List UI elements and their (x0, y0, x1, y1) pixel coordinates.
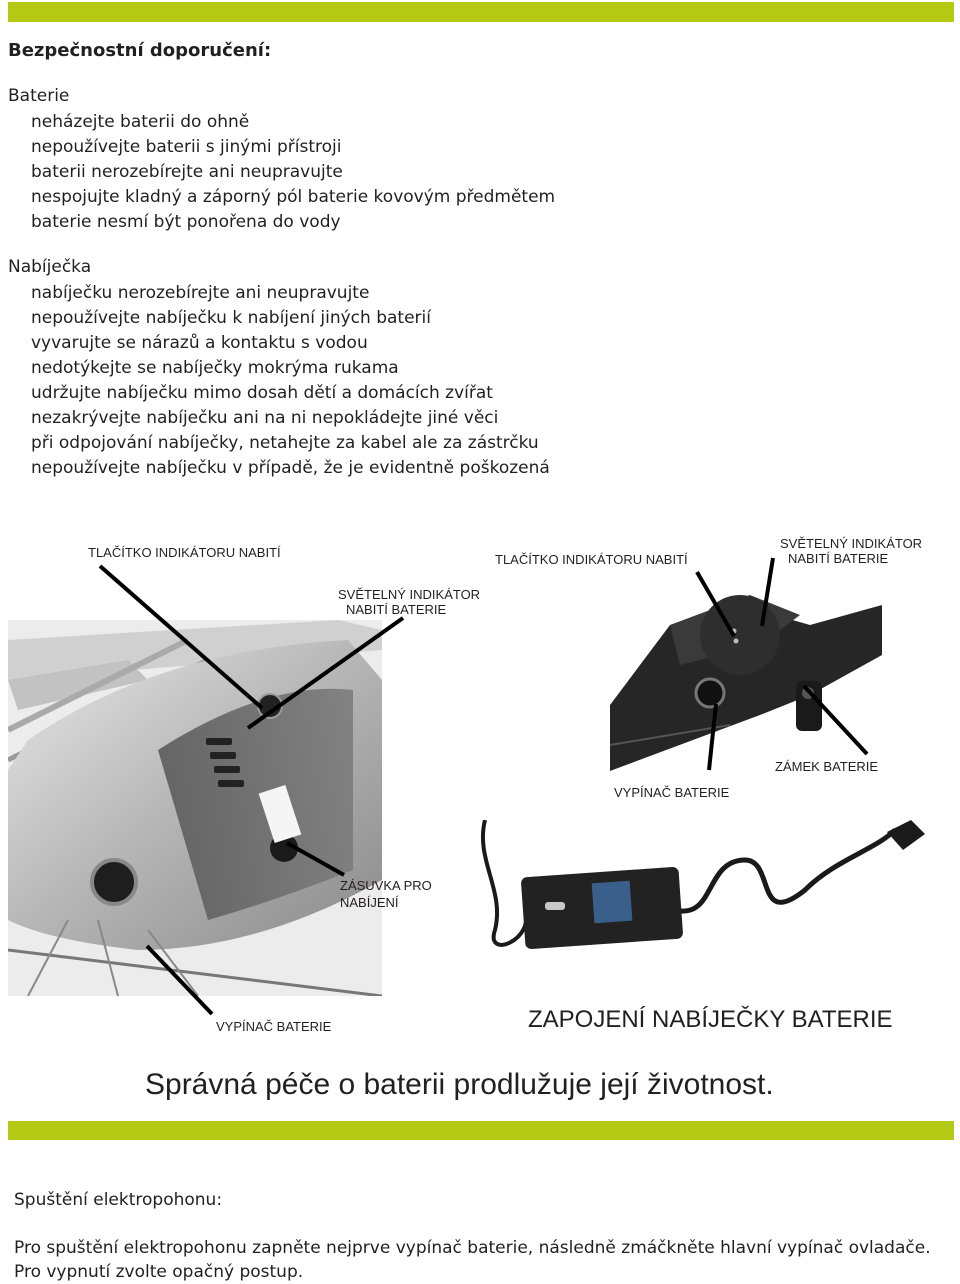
list-item: vyvarujte se nárazů a kontaktu s vodou (31, 333, 368, 353)
label-switch-left: VYPÍNAČ BATERIE (216, 1019, 332, 1034)
list-item: nespojujte kladný a záporný pól baterie kovovým předmětem (31, 187, 556, 207)
frame-battery-illustration (610, 585, 882, 771)
list-item: nepoužívejte baterii s jinými přístroji (31, 137, 342, 157)
label-button-left: TLAČÍTKO INDIKÁTORU NABITÍ (88, 545, 281, 560)
label-indicator-left-line1: SVĚTELNÝ INDIKÁTOR (338, 587, 481, 602)
care-slogan: Správná péče o baterii prodlužuje její životnost. (145, 1068, 774, 1101)
list-item: nepoužívejte nabíječku v případě, že je evidentně poškozená (31, 458, 550, 478)
battery-recommendations-list (31, 110, 555, 235)
list-item: nezakrývejte nabíječku ani na ni nepokládejte jiné věci (31, 408, 499, 428)
label-socket-line2: NABÍJENÍ (340, 895, 399, 910)
charger-photo (475, 820, 955, 970)
startup-instruction: Pro spuštění elektropohonu zapněte nejprve vypínač baterie, následně zmáčkněte hlavní vypínač ovladače. (14, 1238, 931, 1258)
frame-battery-photo (610, 585, 882, 771)
label-indicator-right-line2: NABITÍ BATERIE (788, 551, 889, 566)
charger-recommendations-list (31, 281, 550, 481)
battery-section-title: Baterie (8, 86, 70, 106)
list-item: baterie nesmí být ponořena do vody (31, 212, 341, 232)
charger-illustration (475, 820, 955, 970)
label-indicator-left-line2: NABITÍ BATERIE (346, 602, 447, 617)
label-switch-right: VYPÍNAČ BATERIE (614, 785, 730, 800)
list-item: neházejte baterii do ohně (31, 112, 250, 132)
label-socket-line1: ZÁSUVKA PRO (340, 878, 432, 893)
safety-heading: Bezpečnostní doporučení: (8, 40, 272, 61)
battery-illustration (8, 620, 382, 996)
label-charger-connection: ZAPOJENÍ NABÍJEČKY BATERIE (528, 1006, 893, 1033)
startup-reverse-instruction: Pro vypnutí zvolte opačný postup. (14, 1262, 304, 1282)
list-item: při odpojování nabíječky, netahejte za kabel ale za zástrčku (31, 433, 539, 453)
label-lock: ZÁMEK BATERIE (775, 759, 879, 774)
list-item: nedotýkejte se nabíječky mokrýma rukama (31, 358, 399, 378)
startup-title: Spuštění elektropohonu: (14, 1190, 223, 1210)
middle-accent-bar (8, 1121, 954, 1140)
list-item: udržujte nabíječku mimo dosah dětí a domácích zvířat (31, 383, 493, 403)
top-accent-bar (8, 2, 954, 22)
list-item: baterii nerozebírejte ani neupravujte (31, 162, 343, 182)
list-item: nepoužívejte nabíječku k nabíjení jiných baterií (31, 308, 431, 328)
label-indicator-right-line1: SVĚTELNÝ INDIKÁTOR (780, 536, 923, 551)
charger-section-title: Nabíječka (8, 257, 92, 277)
battery-photo (8, 620, 382, 996)
label-button-right: TLAČÍTKO INDIKÁTORU NABITÍ (495, 552, 688, 567)
list-item: nabíječku nerozebírejte ani neupravujte (31, 283, 370, 303)
